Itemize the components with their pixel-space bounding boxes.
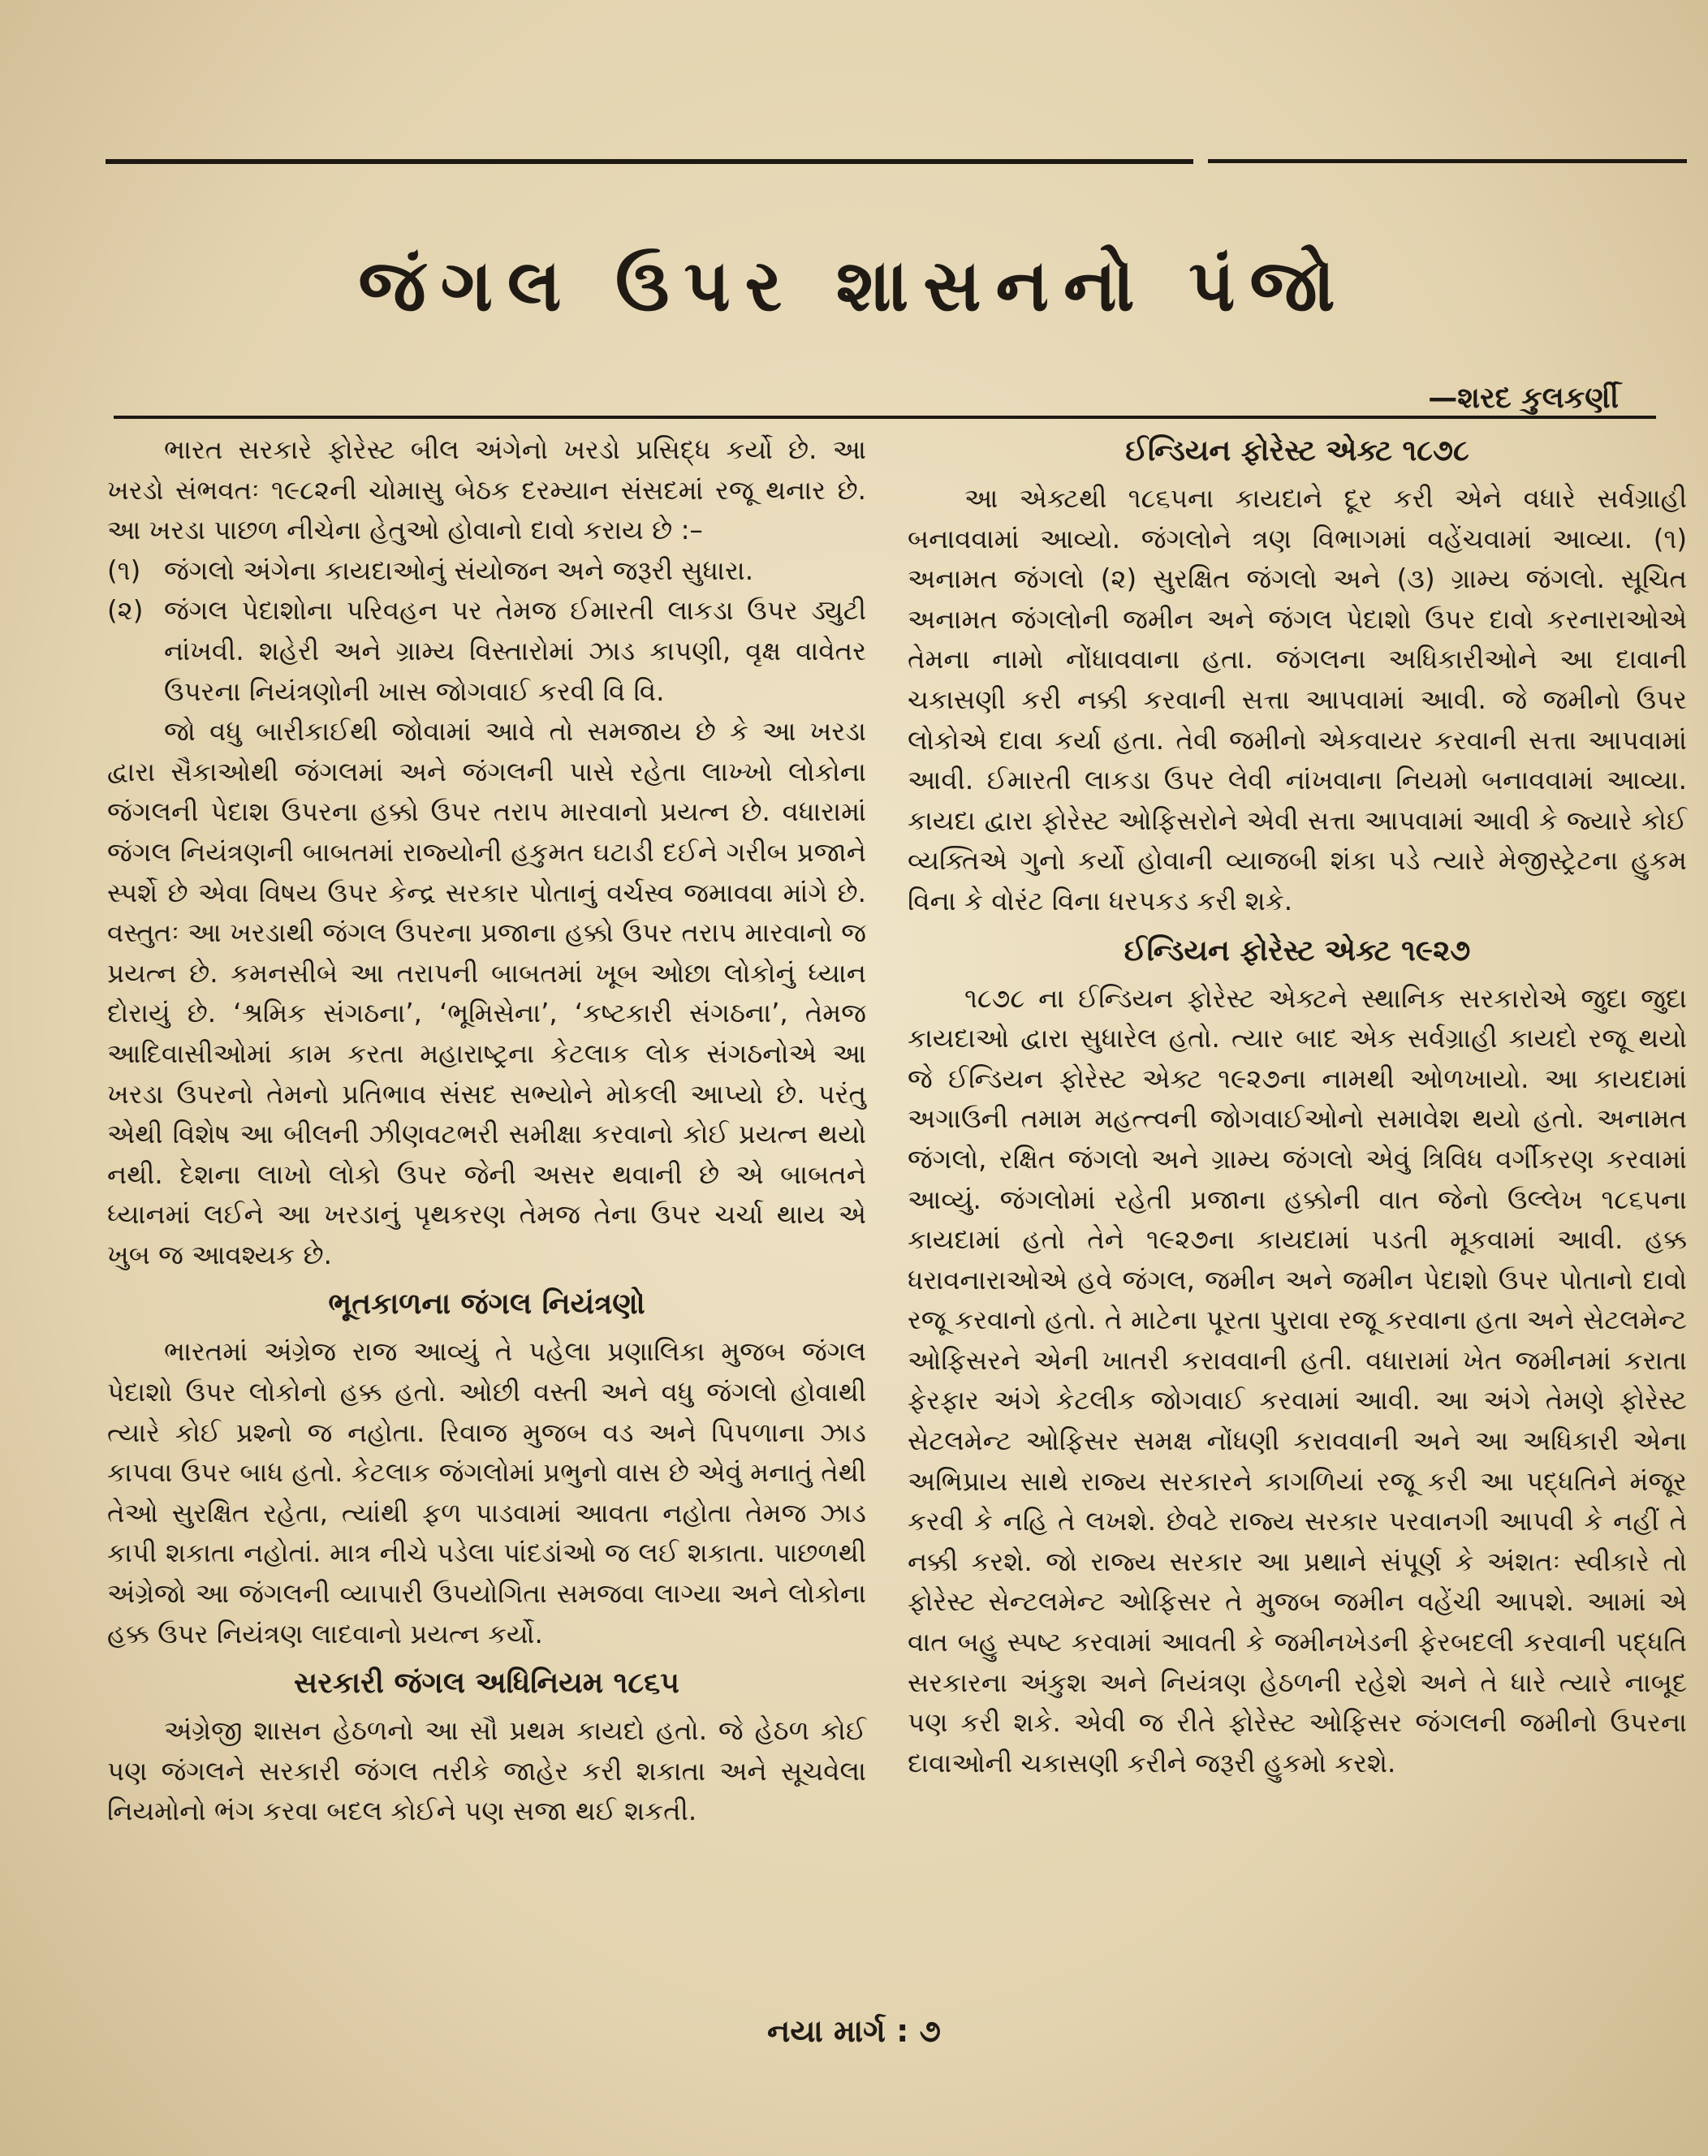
author-byline: —શરદ કુલકર્ણી [1428,382,1619,415]
top-rule-left [106,159,1193,164]
section-heading: ઈન્ડિયન ફોરેસ્ટ એક્ટ ૧૮૭૮ [1125,434,1469,468]
header-rule [114,416,1656,419]
body-paragraph: આ એક્ટથી ૧૮૬૫ના કાયદાને દૂર કરી એને વધારે સર્વગ્રાહી બનાવવામાં આવ્યો. જંગલોને ત્રણ વિભાગમાં વહેંચવામાં આવ્યા. (૧) અનામત જંગલો (૨) સુરક્ષિત જંગલો અને (૩) ગ્રામ્ય જંગલો. સૂચિત અનામત જંગલોની જમીન અને જંગલ પેદાશો ઉપર દાવો કરનારાઓએ તેમના નામો નોંધાવવાના હતા. જંગલના અધિકારીઓને આ દાવાની ચકાસણી કરી નક્કી કરવાની સત્તા આપવામાં આવી. જે જમીનો ઉપર લોકોએ દાવા કર્યા હતા. તેવી જમીનો એકવાયર કરવાની સત્તા આપવામાં આવી. ઈમારતી લાકડા ઉપર લેવી નાંખવાના નિયમો બનાવવામાં આવ્યા. કાયદા દ્વારા ફોરેસ્ટ ઓફિસરોને એવી સત્તા આપવામાં આવી કે જ્યારે કોઈ વ્યક્તિએ ગુનો કર્યો હોવાની વ્યાજબી શંકા પડે ત્યારે મેજીસ્ટ્રેટના હુકમ વિના કે વોરંટ વિના ધરપકડ કરી શકે. [908,483,1688,916]
top-rule-right [1208,159,1687,163]
list-text: જંગલ પેદાશોના પરિવહન પર તેમજ ઈમારતી લાકડા ઉપર ડ્યુટી નાંખવી. શહેરી અને ગ્રામ્ય વિસ્તારોમાં ઝાડ કાપણી, વૃક્ષ વાવેતર ઉપરના નિયંત્રણોની ખાસ જોગવાઈ કરવી વિ વિ. [164,595,866,707]
body-paragraph: ૧૮૭૮ ના ઈન્ડિયન ફોરેસ્ટ એક્ટને સ્થાનિક સરકારોએ જુદા જુદા કાયદાઓ દ્વારા સુધારેલ હતો. ત્યાર બાદ એક સર્વગ્રાહી કાયદો રજૂ થયો જે ઈન્ડિયન ફોરેસ્ટ એક્ટ ૧૯૨૭ના નામથી ઓળખાયો. આ કાયદામાં અગાઉની તમામ મહત્ત્વની જોગવાઈઓનો સમાવેશ થયો હતો. અનામત જંગલો, રક્ષિત જંગલો અને ગ્રામ્ય જંગલો એવું ત્રિવિધ વર્ગીકરણ કરવામાં આવ્યું. જંગલોમાં રહેતી પ્રજાના હક્કોની વાત જેનો ઉલ્લેખ ૧૮૬૫ના કાયદામાં હતો તેને ૧૯૨૭ના કાયદામાં પડતી મૂકવામાં આવી. હક્ક ધરાવનારાઓએ હવે જંગલ, જમીન અને જમીન પેદાશો ઉપર પોતાનો દાવો રજૂ કરવાનો હતો. તે માટેના પૂરતા પુરાવા રજૂ કરવાના હતા અને સેટલમેન્ટ ઓફિસરને એની ખાતરી કરાવવાની હતી. વધારામાં ખેત જમીનમાં કરાતા ફેરફાર અંગે કેટલીક જોગવાઈ કરવામાં આવી. આ અંગે તેમણે ફોરેસ્ટ સેટલમેન્ટ ઓફિસર સમક્ષ નોંધણી કરાવવાની અને આ અધિકારી એના અભિપ્રાય સાથે રાજ્ય સરકારને કાગળિયાં રજૂ કરી આ પદ્ધતિને મંજૂર કરવી કે નહિ તે લખશે. છેવટે રાજ્ય સરકાર પરવાનગી આપવી કે નહીં તે નક્કી કરશે. જો રાજ્ય સરકાર આ પ્રથાને સંપૂર્ણ કે અંશતઃ સ્વીકારે તો ફોરેસ્ટ સેન્ટલમેન્ટ ઓફિસર તે મુજબ જમીન વહેંચી આપશે. આમાં એ વાત બહુ સ્પષ્ટ કરવામાં આવતી કે જમીનખેડની ફેરબદલી કરવાની પદ્ધતિ સરકારના અંકુશ અને નિયંત્રણ હેઠળની રહેશે અને તે ધારે ત્યારે નાબૂદ પણ કરી શકે. એવી જ રીતે ફોરેસ્ટ ઓફિસર જંગલની જમીનો ઉપરના દાવાઓની ચકાસણી કરીને જરૂરી હુકમો કરશે. [908,982,1687,1779]
list-item [107,551,866,592]
body-paragraph: ભારતમાં અંગ્રેજ રાજ આવ્યું તે પહેલા પ્રણાલિકા મુજબ જંગલ પેદાશો ઉપર લોકોનો હક્ક હતો. ઓછી વસ્તી અને વધુ જંગલો હોવાથી ત્યારે કોઈ પ્રશ્નો જ નહોતા. રિવાજ મુજબ વડ અને પિપળાના ઝાડ કાપવા ઉપર બાધ હતો. કેટલાક જંગલોમાં પ્રભુનો વાસ છે એવું મનાતું તેથી તેઓ સુરક્ષિત રહેતા, ત્યાંથી ફળ પાડવામાં આવતા નહોતા તેમજ ઝાડ કાપી શકાતા નહોતાં. માત્ર નીચે પડેલા પાંદડાંઓ જ લઈ શકાતા. પાછળથી અંગ્રેજો આ જંગલની વ્યાપારી ઉપયોગિતા સમજવા લાગ્યા અને લોકોના હક્ક ઉપર નિયંત્રણ લાદવાનો પ્રયત્ન કર્યો. [107,1336,866,1649]
intro-paragraph: ભારત સરકારે ફોરેસ્ટ બીલ અંગેનો ખરડો પ્રસિદ્ધ કર્યો છે. આ ખરડો સંભવતઃ ૧૯૮૨ની ચોમાસુ બેઠક દરમ્યાન સંસદમાં રજૂ થનાર છે. આ ખરડા પાછળ નીચેના હેતુઓ હોવાનો દાવો કરાય છે :– [107,434,866,546]
list-item [107,591,866,712]
list-number: (૨) [107,595,144,627]
section-heading: ઈન્ડિયન ફોરેસ્ટ એક્ટ ૧૯૨૭ [1124,934,1471,968]
section-heading: ભૂતકાળના જંગલ નિયંત્રણો [328,1287,645,1322]
page-footer: નયા માર્ગ : ૭ [767,2013,941,2049]
body-paragraph: જો વધુ બારીકાઈથી જોવામાં આવે તો સમજાય છે કે આ ખરડા દ્વારા સૈકાઓથી જંગલમાં અને જંગલની પાસે રહેતા લાખ્ખો લોકોના જંગલની પેદાશ ઉપરના હક્કો ઉપર તરાપ મારવાનો પ્રયત્ન છે. વધારામાં જંગલ નિયંત્રણની બાબતમાં રાજ્યોની હકુમત ઘટાડી દઈને ગરીબ પ્રજાને સ્પર્શે છે એવા વિષય ઉપર કેન્દ્ર સરકાર પોતાનું વર્ચસ્વ જમાવવા માંગે છે. વસ્તુતઃ આ ખરડાથી જંગલ ઉપરના પ્રજાના હક્કો ઉપર તરાપ મારવાનો જ પ્રયત્ન છે. કમનસીબે આ તરાપની બાબતમાં ખૂબ ઓછા લોકોનું ધ્યાન દોરાયું છે. ‘શ્રમિક સંગઠના’, ‘ભૂમિસેના’, ‘કષ્ટકારી સંગઠના’, તેમજ આદિવાસીઓમાં કામ કરતા મહારાષ્ટ્રના કેટલાક લોક સંગઠનોએ આ ખરડા ઉપરનો તેમનો પ્રતિભાવ સંસદ સભ્યોને મોકલી આપ્યો છે. પરંતુ એથી વિશેષ આ બીલની ઝીણવટભરી સમીક્ષા કરવાનો કોઈ પ્રયત્ન થયો નથી. દેશના લાખો લોકો ઉપર જેની અસર થવાની છે એ બાબતને ધ્યાનમાં લઈને આ ખરડાનું પૃથકરણ તેમજ તેના ઉપર ચર્ચા થાય એ ખુબ જ આવશ્યક છે. [107,716,866,1270]
article-title: જંગલ ઉપર શાસનનો પંજો [358,244,1350,327]
list-number: (૧) [107,554,141,586]
body-paragraph: અંગ્રેજી શાસન હેઠળનો આ સૌ પ્રથમ કાયદો હતો. જે હેઠળ કોઈ પણ જંગલને સરકારી જંગલ તરીકે જાહેર કરી શકાતા અને સૂચવેલા નિયમોનો ભંગ કરવા બદલ કોઈને પણ સજા થઈ શકતી. [107,1715,866,1827]
list-text: જંગલો અંગેના કાયદાઓનું સંયોજન અને જરૂરી સુધારા. [164,554,754,586]
right-column [908,430,1687,1783]
section-heading: સરકારી જંગલ અધિનિયમ ૧૮૬૫ [294,1667,679,1701]
left-column [107,430,866,1832]
